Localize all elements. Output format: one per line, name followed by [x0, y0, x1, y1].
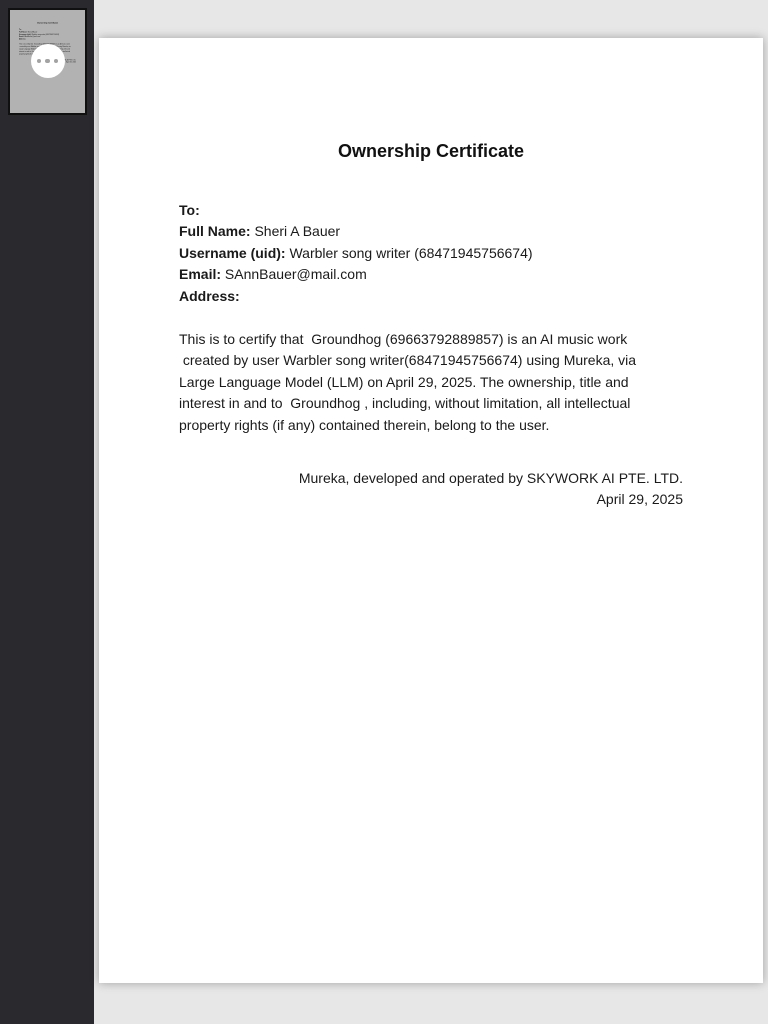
certificate-title: Ownership Certificate [337, 141, 525, 161]
field-label: Email: [179, 266, 222, 283]
certificate-footer [179, 468, 683, 511]
date-line: April 29, 2025 [596, 491, 683, 508]
field-label: Full Name: [179, 223, 251, 240]
page-thumbnail[interactable] [8, 8, 87, 115]
field-row-email [179, 264, 683, 285]
certificate-content [99, 38, 763, 511]
body-line: This is to certify that Groundhog (69663792889857) is an AI music work [179, 331, 628, 348]
body-line: property rights (if any) contained therein, belong to the user. [179, 416, 550, 433]
thumbnail-sidebar [0, 0, 94, 1024]
certificate-body [179, 329, 683, 436]
dot-icon [37, 59, 42, 64]
field-value: SAnnBauer@mail.com [224, 266, 367, 283]
loading-dots-icon [31, 44, 65, 78]
document-canvas [94, 0, 768, 1024]
issuer-line: Mureka, developed and operated by SKYWORK AI PTE. LTD. [298, 470, 683, 487]
body-line: interest in and to Groundhog , including, without limitation, all intellectual [179, 395, 631, 412]
field-row-address [179, 286, 683, 307]
body-line: created by user Warbler song writer(68471945756674) using Mureka, via [179, 352, 637, 369]
field-label: Username (uid): [179, 244, 286, 261]
dot-icon [45, 59, 50, 64]
field-row-to [179, 200, 683, 221]
thumbnail-page-preview: Ownership Certificate To: Full Name: Sheri A Bauer Username (uid): Warbler song writer (68471945756674) Email: SAnnBauer@mail.com Address: This is to certify that Groundhog is an AI music work created by user Warbler using Mureka, via Large Language Model title and interest in and to intellectual property rights (if AI PTE. LTD. April 29, 2025 [19, 21, 76, 64]
body-line: Large Language Model (LLM) on April 29, 2025. The ownership, title and [179, 373, 629, 390]
field-value: Warbler song writer (68471945756674) [289, 244, 533, 261]
field-label: Address: [179, 287, 240, 304]
field-label: To: [179, 202, 200, 218]
field-row-full-name [179, 221, 683, 242]
field-value: Sheri A Bauer [254, 223, 341, 240]
document-page [99, 38, 763, 983]
dot-icon [54, 59, 59, 64]
recipient-fields [179, 200, 683, 307]
field-row-username [179, 243, 683, 264]
